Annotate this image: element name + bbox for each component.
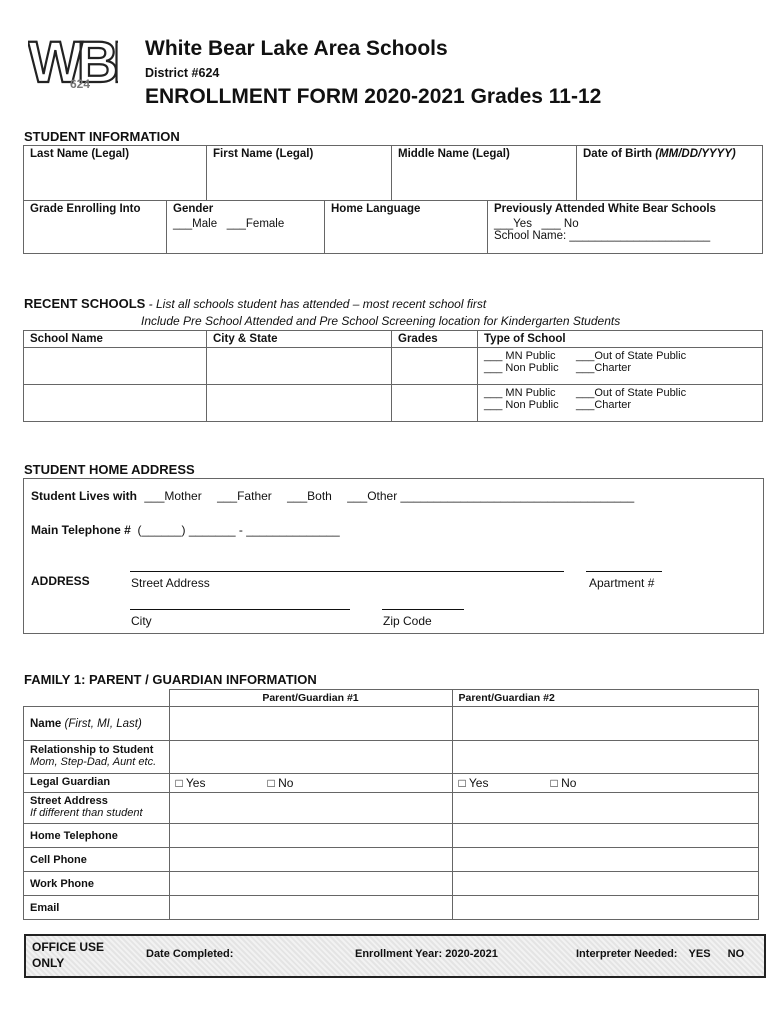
first-name-field[interactable]: First Name (Legal)	[207, 146, 392, 201]
address-label: ADDRESS	[31, 574, 90, 588]
street-label: Street Address	[131, 576, 210, 590]
pg1-home-tel-input[interactable]	[169, 824, 452, 848]
school-name-cell[interactable]	[24, 348, 207, 385]
pg1-relationship-input[interactable]	[169, 741, 452, 774]
family-heading: FAMILY 1: PARENT / GUARDIAN INFORMATION	[24, 672, 317, 687]
student-info-table-2	[23, 200, 763, 254]
pg1-street-input[interactable]	[169, 793, 452, 824]
work-phone-row: Work Phone	[24, 872, 759, 896]
home-address-heading: STUDENT HOME ADDRESS	[24, 462, 195, 477]
col-school-name: School Name	[24, 331, 207, 348]
recent-school-row	[24, 348, 763, 385]
logo-letters: WB	[28, 30, 113, 95]
enrollment-year-label: Enrollment Year: 2020-2021	[355, 948, 498, 960]
school-type-cell[interactable]: ___ MN Public ___Out of State Public ___ Non Public ___Charter	[478, 348, 763, 385]
pg2-name-input[interactable]	[452, 707, 759, 741]
relationship-row: Relationship to Student Mom, Step-Dad, Aunt etc.	[24, 741, 759, 774]
pg2-legal-checkboxes[interactable]: □ Yes □ No	[452, 774, 759, 793]
middle-name-field[interactable]: Middle Name (Legal)	[392, 146, 577, 201]
language-field[interactable]: Home Language	[325, 201, 488, 254]
student-info-table	[23, 145, 763, 201]
zip-label: Zip Code	[383, 614, 432, 628]
gender-field[interactable]: Gender ___Male ___Female	[167, 201, 325, 254]
interpreter-no[interactable]: NO	[727, 948, 745, 960]
office-use-label: OFFICE USE ONLY	[32, 940, 105, 970]
col-type: Type of School	[478, 331, 763, 348]
school-type-cell[interactable]: ___ MN Public ___Out of State Public ___ Non Public ___Charter	[478, 385, 763, 422]
pg1-email-input[interactable]	[169, 896, 452, 920]
lives-with-row[interactable]: Student Lives with ___Mother ___Father ___Both ___Other ___________________________________	[31, 489, 635, 503]
grades-cell[interactable]	[392, 385, 478, 422]
city-label: City	[131, 614, 152, 628]
pg2-cell-input[interactable]	[452, 848, 759, 872]
school-name: White Bear Lake Area Schools	[145, 37, 448, 60]
form-title: ENROLLMENT FORM 2020-2021 Grades 11-12	[145, 85, 602, 108]
pg2-street-input[interactable]	[452, 793, 759, 824]
name-row: Name (First, MI, Last)	[24, 707, 759, 741]
pg2-header: Parent/Guardian #2	[452, 690, 759, 707]
col-grades: Grades	[392, 331, 478, 348]
previous-attended-field[interactable]: Previously Attended White Bear Schools ___Yes ___ No School Name: ______________________	[488, 201, 763, 254]
pg2-email-input[interactable]	[452, 896, 759, 920]
interpreter-row: Interpreter Needed: YES NO	[576, 948, 745, 960]
pg1-cell-input[interactable]	[169, 848, 452, 872]
cell-phone-row: Cell Phone	[24, 848, 759, 872]
student-info-heading: STUDENT INFORMATION	[24, 129, 180, 144]
city-line[interactable]	[130, 608, 350, 610]
dob-field[interactable]: Date of Birth (MM/DD/YYYY)	[577, 146, 763, 201]
apartment-label: Apartment #	[589, 576, 655, 590]
city-state-cell[interactable]	[207, 348, 392, 385]
street-row: Street Address If different than student	[24, 793, 759, 824]
pg1-name-input[interactable]	[169, 707, 452, 741]
recent-schools-heading: RECENT SCHOOLS - List all schools student has attended – most recent school first	[24, 296, 487, 311]
interpreter-yes[interactable]: YES	[688, 948, 711, 960]
main-telephone-row[interactable]: Main Telephone # (______) _______ - ______________	[31, 523, 340, 537]
street-line[interactable]	[130, 570, 564, 572]
apartment-line[interactable]	[586, 570, 662, 572]
recent-schools-table	[23, 330, 763, 422]
grade-field[interactable]: Grade Enrolling Into	[24, 201, 167, 254]
pg2-home-tel-input[interactable]	[452, 824, 759, 848]
col-city-state: City & State	[207, 331, 392, 348]
grades-cell[interactable]	[392, 348, 478, 385]
district-logo	[28, 30, 118, 100]
date-completed-label: Date Completed:	[146, 948, 234, 960]
last-name-field[interactable]: Last Name (Legal)	[24, 146, 207, 201]
pg1-work-input[interactable]	[169, 872, 452, 896]
district-number: District #624	[145, 66, 220, 80]
zip-line[interactable]	[382, 608, 464, 610]
home-telephone-row: Home Telephone	[24, 824, 759, 848]
email-row: Email	[24, 896, 759, 920]
logo-number: 624	[70, 77, 91, 91]
pg2-relationship-input[interactable]	[452, 741, 759, 774]
pg1-header: Parent/Guardian #1	[169, 690, 452, 707]
city-state-cell[interactable]	[207, 385, 392, 422]
pg2-work-input[interactable]	[452, 872, 759, 896]
pg1-legal-checkboxes[interactable]: □ Yes □ No	[169, 774, 452, 793]
recent-schools-note: Include Pre School Attended and Pre School Screening location for Kindergarten Students	[141, 314, 621, 328]
school-name-cell[interactable]	[24, 385, 207, 422]
recent-school-row	[24, 385, 763, 422]
legal-guardian-row: Legal Guardian □ Yes □ No □ Yes □ No	[24, 774, 759, 793]
family-table	[23, 689, 759, 920]
